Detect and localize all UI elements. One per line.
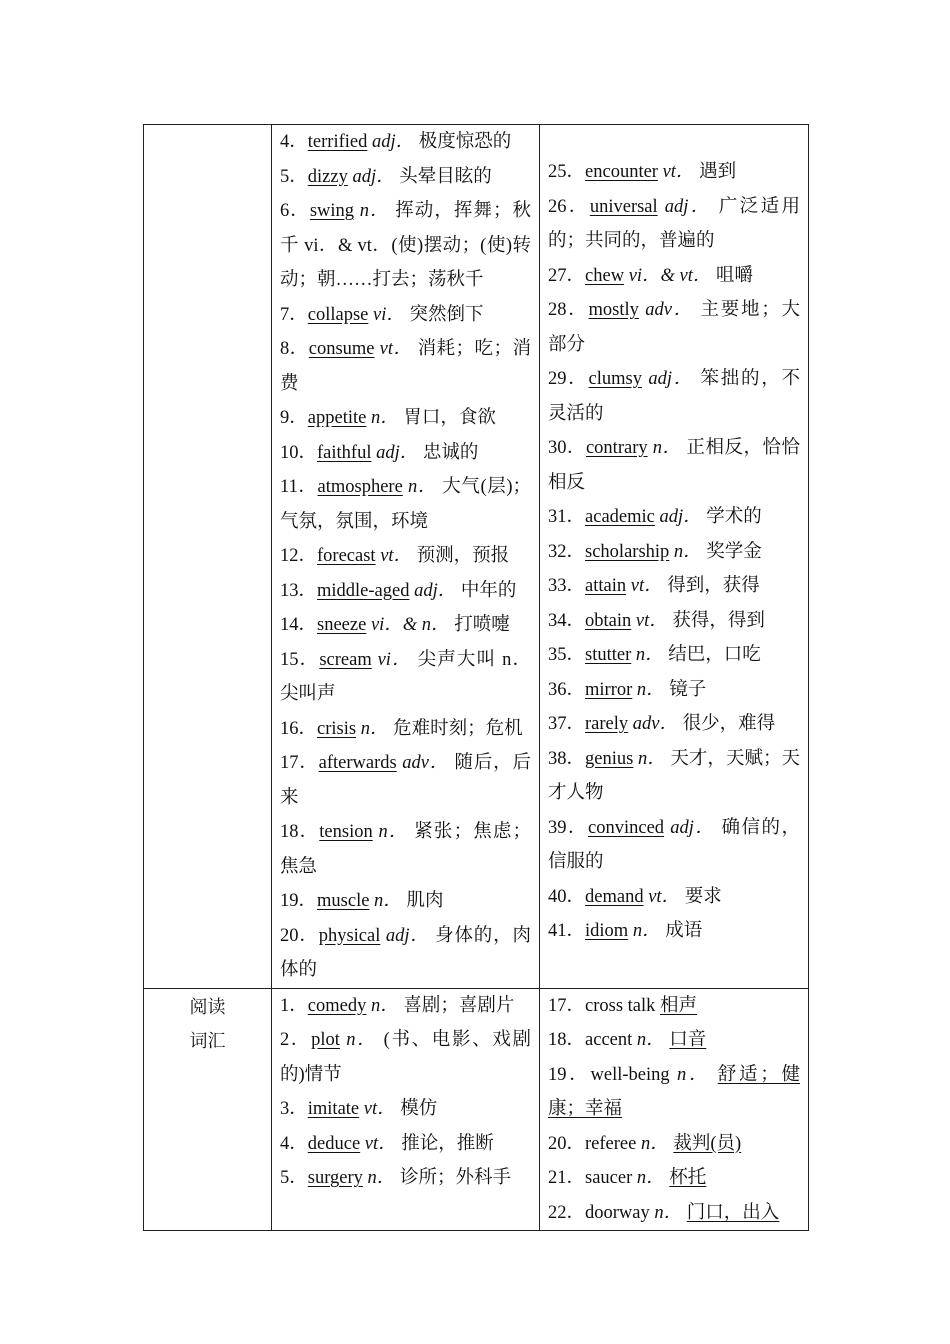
vocab-entry bbox=[548, 742, 800, 811]
vocab-entry bbox=[280, 436, 531, 471]
entry-part-of-speech: n． bbox=[635, 645, 664, 665]
vocab-entry bbox=[548, 707, 800, 742]
entry-number: 9． bbox=[280, 408, 308, 428]
entry-number: 8． bbox=[280, 339, 309, 359]
entry-meaning: 预测，预报 bbox=[416, 546, 510, 566]
entry-meaning: 门口，出入 bbox=[686, 1202, 780, 1223]
entry-word: sneeze bbox=[317, 615, 367, 635]
entry-part-of-speech: adj． bbox=[352, 166, 395, 187]
vocab-entry bbox=[548, 880, 800, 915]
vocab-entry bbox=[548, 1127, 800, 1162]
entry-number: 11． bbox=[280, 477, 318, 497]
entry-list bbox=[540, 155, 808, 949]
entry-meaning: 尖声大叫 n．尖叫声 bbox=[280, 649, 532, 704]
vocab-entry bbox=[548, 914, 800, 949]
left-column-cell bbox=[272, 125, 540, 989]
entry-part-of-speech: n． bbox=[359, 201, 390, 221]
entry-number: 14． bbox=[280, 615, 318, 635]
entry-meaning: 天才，天赋；天才人物 bbox=[548, 748, 800, 803]
category-cell bbox=[144, 125, 272, 989]
vocab-entry bbox=[280, 470, 531, 539]
entry-part-of-speech: adj． bbox=[385, 925, 430, 946]
entry-number: 16． bbox=[280, 718, 318, 739]
entry-part-of-speech: n． bbox=[346, 1030, 378, 1050]
entry-part-of-speech: adj． bbox=[670, 817, 716, 838]
entry-meaning: 成语 bbox=[665, 921, 703, 941]
entry-word: contrary bbox=[585, 438, 648, 458]
entry-word: crisis bbox=[317, 718, 357, 739]
entry-word: mostly bbox=[588, 300, 639, 320]
vocab-entry bbox=[548, 673, 800, 708]
entry-meaning: 正相反，恰恰相反 bbox=[548, 438, 800, 493]
vocab-entry bbox=[548, 811, 800, 880]
entry-meaning: 头晕目眩的 bbox=[399, 166, 492, 187]
entry-meaning: 喜剧；喜剧片 bbox=[403, 995, 515, 1016]
vocab-entry bbox=[548, 535, 800, 570]
entry-part-of-speech: adj． bbox=[664, 196, 712, 217]
vocab-entry bbox=[548, 259, 800, 294]
entry-meaning: 杯托 bbox=[669, 1168, 707, 1188]
entry-part-of-speech: adv． bbox=[402, 753, 450, 773]
entry-number: 38． bbox=[548, 748, 586, 769]
entry-number: 35． bbox=[548, 645, 586, 665]
entry-part-of-speech: n． bbox=[636, 679, 665, 700]
entry-number: 37． bbox=[548, 714, 586, 734]
vocab-entry bbox=[548, 569, 800, 604]
entry-part-of-speech: n． bbox=[370, 408, 399, 428]
entry-meaning: 推论，推断 bbox=[401, 1133, 494, 1154]
vocab-entry bbox=[280, 884, 531, 919]
entry-part-of-speech: vt． bbox=[648, 886, 681, 907]
entry-number: 20． bbox=[280, 925, 319, 946]
vocab-entry bbox=[548, 1161, 800, 1196]
entry-word: faithful bbox=[317, 442, 372, 463]
entry-number: 41． bbox=[548, 921, 586, 941]
entry-number: 7． bbox=[280, 304, 308, 325]
entry-meaning: 紧张；焦虑；焦急 bbox=[280, 822, 531, 877]
entry-part-of-speech: n． bbox=[636, 1030, 665, 1050]
vocab-entry bbox=[548, 431, 800, 500]
vocab-entry bbox=[548, 1058, 800, 1127]
entry-meaning: 口音 bbox=[669, 1030, 707, 1050]
vocab-entry bbox=[548, 500, 800, 535]
entry-part-of-speech: adj． bbox=[648, 369, 695, 389]
entry-word: appetite bbox=[307, 408, 367, 428]
entry-number: 3． bbox=[280, 1099, 308, 1119]
entry-number: 13． bbox=[280, 580, 318, 601]
entry-number: 39． bbox=[548, 817, 589, 838]
entry-meaning: 中年的 bbox=[460, 580, 517, 601]
entry-part-of-speech: vt． bbox=[379, 339, 413, 359]
vocab-entry bbox=[280, 919, 531, 988]
entry-number: 10． bbox=[280, 442, 318, 463]
entry-number: 12． bbox=[280, 546, 318, 566]
entry-meaning: 随后，后来 bbox=[280, 753, 531, 808]
entry-word: academic bbox=[585, 507, 655, 527]
entry-meaning: 相声 bbox=[660, 995, 698, 1016]
entry-part-of-speech: n． bbox=[677, 1064, 711, 1085]
entry-part-of-speech: n． bbox=[374, 891, 402, 911]
vocab-entry bbox=[548, 989, 800, 1024]
vocab-entry bbox=[280, 1092, 531, 1127]
entry-meaning: 学术的 bbox=[706, 507, 762, 527]
entry-part-of-speech: n． bbox=[367, 1168, 396, 1188]
entry-word: accent bbox=[585, 1030, 633, 1050]
entry-word: mirror bbox=[585, 679, 633, 700]
entry-word: atmosphere bbox=[317, 477, 403, 497]
entry-number: 17． bbox=[280, 753, 319, 773]
entry-part-of-speech: vi．& vt． bbox=[628, 265, 712, 286]
vocabulary-table bbox=[143, 124, 809, 1231]
entry-word: universal bbox=[589, 196, 658, 217]
entry-list bbox=[540, 989, 808, 1231]
vocab-entry bbox=[548, 1023, 800, 1058]
entry-part-of-speech: n． bbox=[673, 541, 702, 562]
entry-part-of-speech: vt． bbox=[364, 1133, 397, 1154]
entry-meaning: 裁判(员) bbox=[673, 1133, 742, 1154]
entry-part-of-speech: n． bbox=[640, 1133, 669, 1154]
entry-word: consume bbox=[308, 339, 375, 359]
entry-number: 40． bbox=[548, 886, 586, 907]
entry-number: 33． bbox=[548, 576, 586, 596]
vocab-entry bbox=[548, 362, 800, 431]
entry-word: terrified bbox=[307, 132, 368, 152]
entry-meaning: 要求 bbox=[684, 886, 722, 907]
entry-word: stutter bbox=[585, 645, 632, 665]
entry-number: 32． bbox=[548, 541, 586, 562]
entry-meaning: 镜子 bbox=[669, 679, 707, 700]
entry-part-of-speech: vi． bbox=[373, 304, 405, 325]
right-column-cell bbox=[540, 125, 809, 989]
vocab-entry bbox=[548, 293, 800, 362]
vocab-entry bbox=[280, 332, 531, 401]
entry-part-of-speech: adj． bbox=[376, 442, 419, 463]
entry-meaning: 挥动，挥舞；秋千 vi．& vt．(使)摆动；(使)转动；朝……打去；荡秋千 bbox=[280, 201, 531, 290]
entry-number: 4． bbox=[280, 132, 308, 152]
vocab-entry bbox=[280, 298, 531, 333]
entry-meaning: 结巴，口吃 bbox=[668, 645, 761, 665]
entry-part-of-speech: vt． bbox=[363, 1099, 396, 1119]
entry-word: dizzy bbox=[307, 166, 348, 187]
entry-number: 29． bbox=[548, 369, 589, 389]
entry-word: collapse bbox=[307, 304, 369, 325]
vocab-entry bbox=[280, 1127, 531, 1162]
table-row bbox=[144, 125, 809, 989]
entry-word: referee bbox=[585, 1133, 637, 1154]
entry-word: chew bbox=[585, 265, 625, 286]
entry-meaning: (书、电影、戏剧的)情节 bbox=[280, 1030, 532, 1085]
entry-word: attain bbox=[585, 576, 627, 596]
entry-word: well-being bbox=[590, 1064, 670, 1085]
vocab-entry bbox=[548, 190, 800, 259]
entry-part-of-speech: adj． bbox=[414, 580, 457, 601]
entry-part-of-speech: n． bbox=[636, 1168, 665, 1188]
entry-meaning: 身体的，肉体的 bbox=[280, 925, 531, 980]
entry-number: 21． bbox=[548, 1168, 586, 1188]
entry-number: 19． bbox=[548, 1064, 591, 1085]
entry-part-of-speech: n． bbox=[378, 822, 409, 842]
entry-part-of-speech: n． bbox=[408, 477, 438, 497]
entry-word: imitate bbox=[307, 1099, 360, 1119]
entry-word: swing bbox=[309, 201, 355, 221]
entry-part-of-speech: n． bbox=[632, 921, 661, 941]
entry-number: 18． bbox=[548, 1030, 586, 1050]
entry-number: 18． bbox=[280, 822, 320, 842]
category-label bbox=[144, 989, 271, 1058]
entry-word: deduce bbox=[307, 1133, 361, 1154]
entry-number: 5． bbox=[280, 166, 308, 187]
vocab-entry bbox=[280, 643, 531, 712]
entry-word: clumsy bbox=[588, 369, 642, 389]
entry-meaning: 确信的，信服的 bbox=[548, 817, 801, 872]
category-cell bbox=[144, 988, 272, 1231]
entry-meaning: 大气(层)；气氛，氛围，环境 bbox=[280, 477, 531, 532]
entry-list bbox=[272, 989, 539, 1196]
entry-meaning: 得到，获得 bbox=[667, 576, 760, 596]
entry-meaning: 主要地；大部分 bbox=[548, 300, 800, 355]
entry-part-of-speech: vt． bbox=[380, 546, 413, 566]
entry-word: scholarship bbox=[585, 541, 670, 562]
entry-word: middle-aged bbox=[317, 580, 410, 601]
entry-number: 5． bbox=[280, 1168, 308, 1188]
vocab-entry bbox=[280, 712, 531, 747]
entry-number: 34． bbox=[548, 610, 586, 631]
entry-word: encounter bbox=[585, 162, 658, 182]
entry-word: tension bbox=[319, 822, 373, 842]
entry-meaning: 获得，得到 bbox=[672, 610, 765, 631]
entry-meaning: 消耗；吃；消费 bbox=[280, 339, 532, 394]
entry-meaning: 忠诚的 bbox=[422, 442, 479, 463]
vocab-entry bbox=[280, 815, 531, 884]
entry-number: 6． bbox=[280, 201, 310, 221]
entry-number: 1． bbox=[280, 995, 308, 1016]
entry-part-of-speech: adv． bbox=[645, 300, 695, 320]
entry-meaning: 很少，难得 bbox=[682, 714, 776, 734]
vocab-entry bbox=[548, 155, 800, 190]
entry-part-of-speech: vi． bbox=[377, 649, 412, 670]
entry-word: cross talk bbox=[585, 995, 656, 1016]
category-line: 阅读 bbox=[189, 996, 226, 1017]
vocab-entry bbox=[280, 746, 531, 815]
entry-number: 17． bbox=[548, 995, 586, 1016]
entry-word: surgery bbox=[307, 1168, 363, 1188]
vocab-entry bbox=[280, 539, 531, 574]
entry-meaning: 胃口，食欲 bbox=[403, 408, 496, 428]
entry-part-of-speech: vi．& n． bbox=[370, 615, 450, 635]
entry-word: comedy bbox=[307, 995, 367, 1016]
vocab-entry bbox=[280, 608, 531, 643]
entry-word: physical bbox=[318, 925, 381, 946]
entry-meaning: 突然倒下 bbox=[409, 304, 484, 325]
entry-number: 36． bbox=[548, 679, 586, 700]
entry-word: convinced bbox=[588, 817, 665, 838]
entry-part-of-speech: n． bbox=[370, 995, 399, 1016]
vocab-entry bbox=[280, 1023, 531, 1092]
entry-word: plot bbox=[311, 1030, 340, 1050]
entry-word: rarely bbox=[585, 714, 629, 734]
entry-list bbox=[272, 125, 539, 988]
vocab-entry bbox=[280, 401, 531, 436]
entry-meaning: 危难时刻；危机 bbox=[393, 718, 523, 739]
right-column-cell bbox=[540, 988, 809, 1231]
entry-number: 2． bbox=[280, 1030, 312, 1050]
entry-meaning: 模仿 bbox=[400, 1099, 438, 1119]
vocab-entry bbox=[548, 1196, 800, 1231]
entry-word: saucer bbox=[585, 1168, 633, 1188]
entry-number: 27． bbox=[548, 265, 586, 286]
entry-meaning: 咀嚼 bbox=[716, 265, 754, 286]
entry-number: 26． bbox=[548, 196, 590, 217]
entry-number: 15． bbox=[280, 649, 320, 670]
entry-word: afterwards bbox=[318, 753, 397, 773]
vocab-entry bbox=[280, 160, 531, 195]
entry-part-of-speech: n． bbox=[654, 1202, 683, 1223]
entry-part-of-speech: adj． bbox=[371, 132, 415, 152]
entry-number: 20． bbox=[548, 1133, 586, 1154]
entry-part-of-speech: adj． bbox=[659, 507, 702, 527]
entry-number: 4． bbox=[280, 1133, 308, 1154]
entry-number: 31． bbox=[548, 507, 586, 527]
vocab-entry bbox=[280, 574, 531, 609]
vocab-entry bbox=[280, 125, 531, 160]
entry-meaning: 奖学金 bbox=[706, 541, 762, 562]
entry-word: idiom bbox=[585, 921, 629, 941]
vocab-entry bbox=[548, 638, 800, 673]
entry-meaning: 极度惊恐的 bbox=[418, 132, 512, 152]
vocab-entry bbox=[280, 194, 531, 298]
entry-number: 28． bbox=[548, 300, 589, 320]
entry-meaning: 诊所；外科手 bbox=[399, 1168, 511, 1188]
vocab-entry bbox=[280, 989, 531, 1024]
entry-part-of-speech: vt． bbox=[635, 610, 668, 631]
table-row bbox=[144, 988, 809, 1231]
vocab-entry bbox=[280, 1161, 531, 1196]
entry-part-of-speech: n． bbox=[637, 748, 666, 769]
entry-word: scream bbox=[319, 649, 372, 670]
entry-number: 22． bbox=[548, 1202, 586, 1223]
entry-word: forecast bbox=[317, 546, 376, 566]
entry-meaning: 遇到 bbox=[699, 162, 737, 182]
entry-meaning: 广泛适用的；共同的，普遍的 bbox=[548, 196, 800, 251]
entry-word: doorway bbox=[585, 1202, 650, 1223]
entry-number: 19． bbox=[280, 891, 318, 911]
entry-part-of-speech: adv． bbox=[632, 714, 678, 734]
entry-part-of-speech: n． bbox=[360, 718, 389, 739]
entry-word: genius bbox=[585, 748, 634, 769]
entry-meaning: 舒适；健康；幸福 bbox=[548, 1064, 800, 1119]
vocab-entry bbox=[548, 604, 800, 639]
category-line: 词汇 bbox=[189, 1030, 226, 1051]
entry-number: 25． bbox=[548, 162, 586, 182]
left-column-cell bbox=[272, 988, 540, 1231]
entry-meaning: 打喷嚏 bbox=[454, 615, 510, 635]
entry-word: obtain bbox=[585, 610, 632, 631]
entry-number: 30． bbox=[548, 438, 586, 458]
entry-word: demand bbox=[585, 886, 644, 907]
entry-part-of-speech: n． bbox=[652, 438, 682, 458]
entry-meaning: 肌肉 bbox=[406, 891, 444, 911]
entry-meaning: 笨拙的，不灵活的 bbox=[548, 369, 800, 424]
entry-part-of-speech: vt． bbox=[630, 576, 663, 596]
entry-part-of-speech: vt． bbox=[662, 162, 695, 182]
entry-word: muscle bbox=[317, 891, 370, 911]
